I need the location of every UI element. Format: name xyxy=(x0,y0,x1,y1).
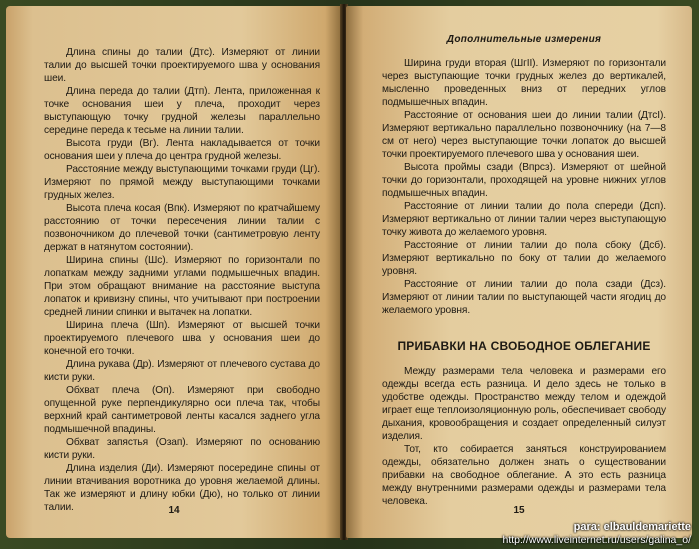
paragraph: Высота проймы сзади (Впрсз). Измеряют от шейной точки до горизонтали, проходящей на уровне нижних углов подмышечных впадин. xyxy=(382,162,666,199)
paragraph: Длина переда до талии (Дтп). Лента, приложенная к точке основания шеи у плеча, проходит через выступающую точку грудной железы параллельно середине переда к тесьме на линии талии. xyxy=(44,86,320,136)
page-number: 14 xyxy=(168,505,180,516)
section-heading: ПРИБАВКИ НА СВОБОДНОЕ ОБЛЕГАНИЕ xyxy=(397,339,651,353)
paragraph: Обхват запястья (Озап). Измеряют по основанию кисти руки. xyxy=(44,437,320,461)
left-page-text xyxy=(44,46,320,514)
paragraph: Расстояние между выступающими точками груди (Цг). Измеряют по прямой между выступающими точками грудных желез. xyxy=(44,164,320,201)
paragraph: Расстояние от линии талии до пола спереди (Дсп). Измеряют вертикально от линии талии через выступающую точку живота до желаемого уровня. xyxy=(382,201,666,238)
paragraph: Ширина плеча (Шп). Измеряют от высшей точки проектируемого плечевого шва у основания шеи до конечной его точки. xyxy=(44,320,320,357)
paragraph: Ширина спины (Шс). Измеряют по горизонтали по лопаткам между задними углами подмышечных впадин. При этом обращают внимание на расстояние выступа лопаток и кривизну спины, что учитывают при построении средней линии спинки и вытачек на лопатки. xyxy=(44,255,320,318)
paragraph: Высота груди (Вг). Лента накладывается от точки основания шеи у плеча до центра грудной железы. xyxy=(44,138,320,162)
paragraph: Длина изделия (Ди). Измеряют посередине спины от линии втачивания воротника до уровня желаемой длины. Так же измеряют и длину юбки (Дю), но только от линии талии. xyxy=(44,463,320,513)
paragraph: Расстояние от линии талии до пола сзади (Дсз). Измеряют от линии талии по выступающей части ягодиц до желаемого уровня. xyxy=(382,279,666,316)
paragraph: Высота плеча косая (Впк). Измеряют по кратчайшему расстоянию от точки пересечения линии талии с позвоночником до плечевой точки (сантиметровую ленту держат в натянутом состоянии). xyxy=(44,203,320,253)
paragraph: Обхват плеча (Оп). Измеряют при свободно опущенной руке перпендикулярно оси плеча так, чтобы верхний край сантиметровой ленты касался заднего угла подмышечной впадины. xyxy=(44,385,320,435)
paragraph: Расстояние от линии талии до пола сбоку (Дсб). Измеряют вертикально по боку от талии до желаемого уровня. xyxy=(382,240,666,277)
left-page xyxy=(6,6,342,538)
paragraph: Длина рукава (Др). Измеряют от плечевого сустава до кисти руки. xyxy=(44,359,320,383)
paragraph: Ширина груди вторая (ШгII). Измеряют по горизонтали через выступающие точки грудных желез до вертикалей, мысленно проведенных вниз от передних углов подмышечных впадин. xyxy=(382,58,666,108)
running-head: Дополнительные измерения xyxy=(446,34,602,45)
watermark-url: http://www.liveinternet.ru/users/galina_o/ xyxy=(502,534,691,546)
paragraph: Тот, кто собирается заняться конструированием одежды, обязательно должен знать о существовании прибавки на свободное облегание. А это есть разница между внутренними размерами одежды и размерами тела человека. xyxy=(382,444,666,507)
page-number: 15 xyxy=(513,505,525,516)
paragraph: Между размерами тела человека и размерами его одежды всегда есть разница. И дело здесь не только в удобстве одежды. Пространство между телом и одеждой играет еще теплоизоляционную роль, обеспечивает свободу дыхания, кровообращения и создает определенный силуэт изделия. xyxy=(382,366,666,442)
paragraph: Длина спины до талии (Дтс). Измеряют от линии талии до высшей точки проектируемого шва у основания шеи. xyxy=(44,47,320,84)
section-text xyxy=(382,365,666,508)
right-page-text xyxy=(382,57,666,317)
paragraph: Расстояние от основания шеи до линии талии (ДтсI). Измеряют вертикально параллельно позвоночнику (на 7—8 см от него) через выступающие точки лопаток до высшей точки проектируемого плечевого шва у основания шеи. xyxy=(382,110,666,160)
right-page xyxy=(346,6,692,538)
watermark-credit: para: elbauldemariette xyxy=(573,521,691,533)
